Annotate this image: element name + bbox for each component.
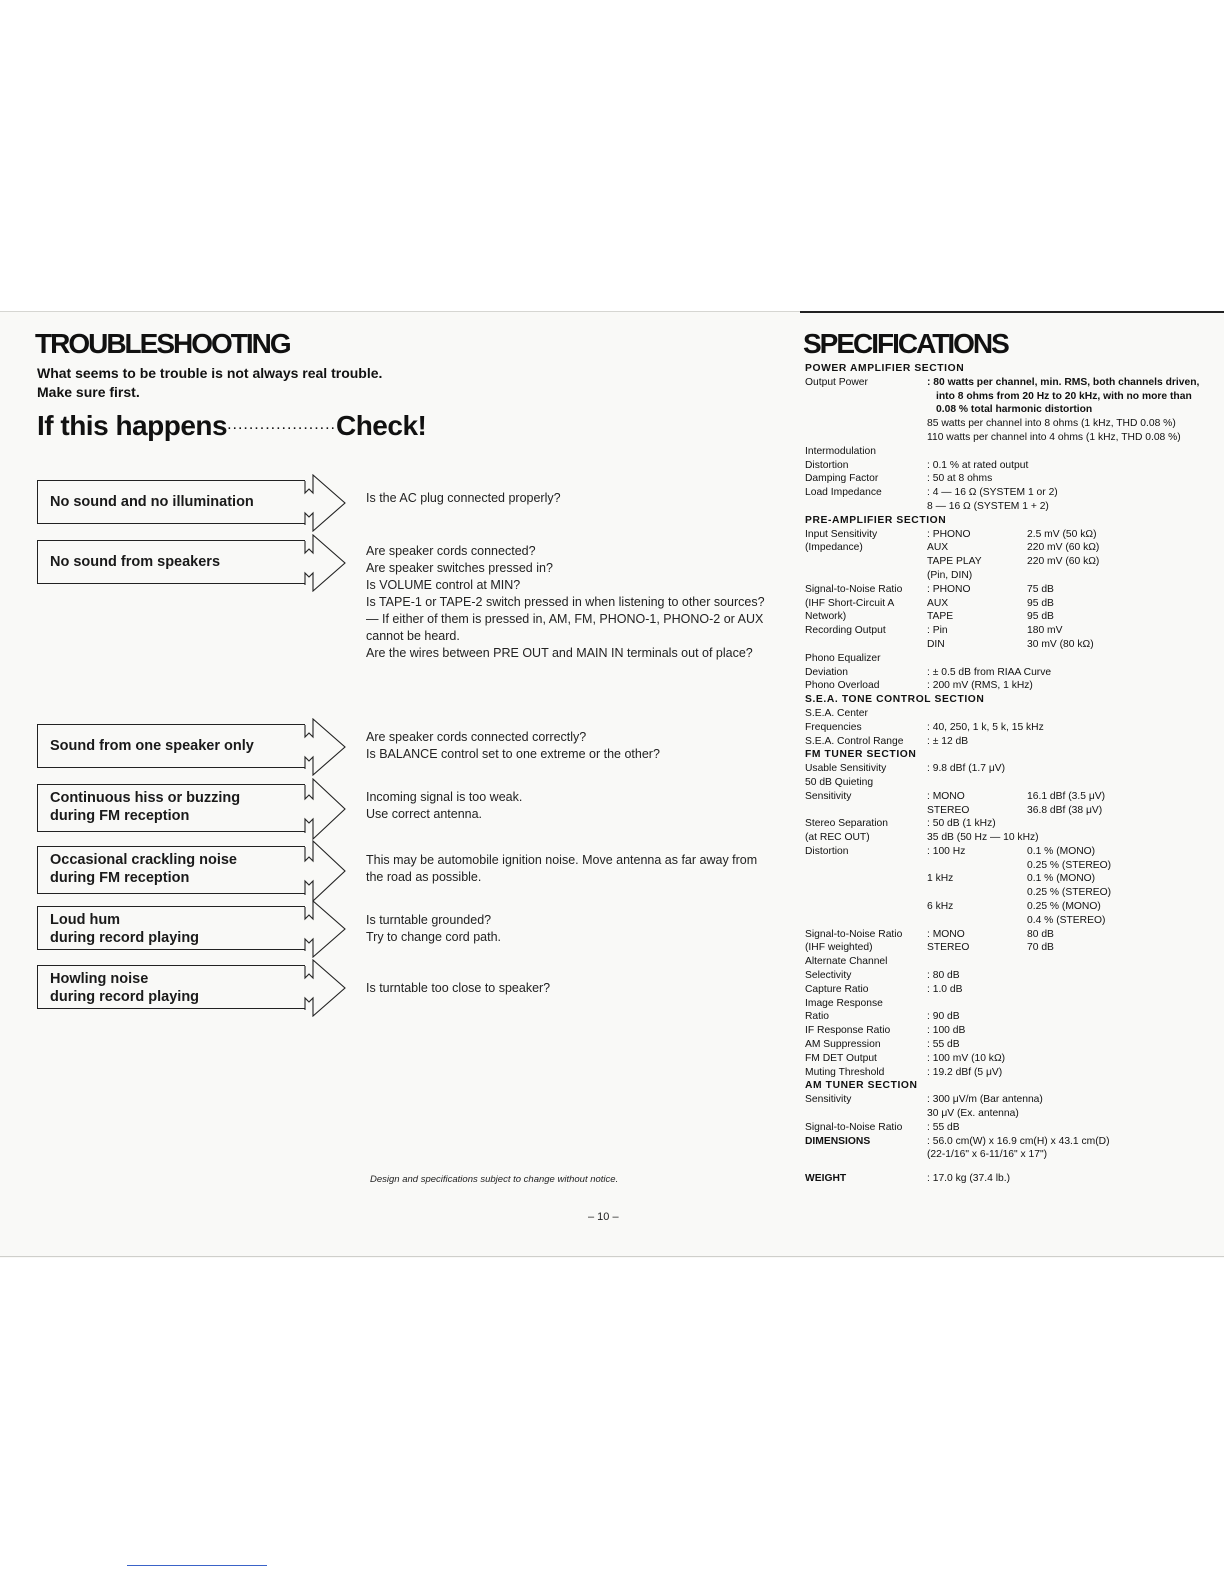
problem-text: No sound and no illumination [50,494,254,510]
spec-section-heading: AM TUNER SECTION [805,1080,918,1092]
check-text: Are speaker cords connected? [366,544,536,558]
problem-box [37,965,305,1009]
spec-row [805,638,1205,652]
spec-value: 220 mV (60 kΩ) [1027,556,1100,568]
problem-text: during FM reception [50,870,190,886]
spec-value: : 55 dB [927,1121,960,1133]
check-item [366,789,776,823]
spec-row [805,997,1205,1011]
problem-text: Sound from one speaker only [50,738,254,754]
spec-value: 0.25 % (STEREO) [1027,887,1112,899]
spec-sub-label: : Pin [927,625,948,637]
spec-sub-label: DIN [927,638,945,650]
spec-value: 0.1 % (MONO) [1027,873,1096,885]
spec-label: Deviation [805,666,848,678]
spec-row [805,459,1205,473]
spec-sub-label [926,914,1027,928]
spec-row [805,1107,1205,1121]
specifications-table [805,362,1205,1186]
arrow-right-icon [297,474,349,532]
arrow-right-icon [297,718,349,776]
spec-value [1027,569,1205,583]
problem-box [37,724,305,768]
troubleshooting-subtitle-2: Make sure first. [37,384,140,400]
spec-label: Distortion [805,845,849,857]
spec-value: 35 dB (50 Hz — 10 kHz) [927,832,1039,844]
spec-label: Distortion [805,459,849,471]
spec-label: Damping Factor [805,473,879,485]
spec-value: 0.25 % (STEREO) [1027,859,1112,871]
spec-value [926,707,1205,721]
spec-value: : 19.2 dBf (5 μV) [927,1066,1003,1078]
spec-label: Phono Equalizer [805,652,881,664]
spec-label: Alternate Channel [805,956,888,968]
spec-value: : 50 dB (1 kHz) [927,818,996,830]
spec-row [805,1038,1205,1052]
spec-value: 70 dB [1027,942,1054,954]
spec-label: Sensitivity [805,790,852,802]
spec-label: (at REC OUT) [805,832,870,844]
spec-sub-label: 1 kHz [927,873,954,885]
spec-sub-label: 6 kHz [927,901,954,913]
spec-label: FM DET Output [805,1052,877,1064]
spec-sub-label: STEREO [927,942,970,954]
spec-value [926,445,1205,459]
spec-sub-label: : PHONO [927,583,971,595]
spec-row [805,679,1205,693]
spec-row [805,1010,1205,1024]
check-text: Are speaker cords connected correctly? [366,730,587,744]
spec-sub-label: (Pin, DIN) [927,569,973,581]
spec-row [805,776,1205,790]
specifications-title: SPECIFICATIONS [803,328,1008,359]
spec-value: : 17.0 kg (37.4 lb.) [927,1173,1010,1185]
spec-label: Phono Overload [805,680,880,692]
spec-value: 0.4 % (STEREO) [1027,914,1106,926]
spec-sub-label: : 100 Hz [927,845,966,857]
spec-value: : 90 dB [927,1011,960,1023]
spec-label [805,569,926,583]
spec-row [805,1148,1205,1162]
spec-value: : 55 dB [927,1039,960,1051]
spec-row [805,886,1205,900]
spec-label [805,872,926,886]
spec-label [805,638,926,652]
spec-value: 80 dB [1027,928,1054,940]
spec-value [926,997,1205,1011]
spec-label [805,859,926,873]
spec-section-heading: S.E.A. TONE CONTROL SECTION [805,694,985,706]
spec-row [805,1052,1205,1066]
page-number: – 10 – [588,1211,619,1223]
spec-row [805,762,1205,776]
spec-row [805,417,1205,431]
spec-value [926,776,1205,790]
spec-value: : 0.1 % at rated output [927,459,1029,471]
spec-row [805,1172,1205,1186]
spec-value: (22-1/16" x 6-11/16" x 17") [927,1149,1048,1161]
spec-value: 180 mV [1027,625,1063,637]
spec-value: 30 μV (Ex. antenna) [927,1108,1019,1120]
check-item [366,543,776,662]
spec-value: 16.1 dBf (3.5 μV) [1027,790,1106,802]
problem-text: Loud hum [50,912,121,928]
bottom-rule [0,1256,1224,1257]
spec-value: 85 watts per channel into 8 ohms (1 kHz, THD 0.08 %) [927,418,1176,430]
spec-value: 0.25 % (MONO) [1027,901,1101,913]
check-item [366,852,776,886]
spec-row [805,583,1205,597]
spec-value: : 4 — 16 Ω (SYSTEM 1 or 2) [927,487,1058,499]
spec-value: : 80 dB [927,970,960,982]
spec-value: 2.5 mV (50 kΩ) [1027,528,1097,540]
spec-value: : 50 at 8 ohms [927,473,993,485]
spec-row [805,941,1205,955]
arrow-right-icon [297,900,349,958]
spec-sub-label: AUX [927,542,949,554]
arrow-right-icon [297,840,349,902]
spec-label: S.E.A. Control Range [805,735,904,747]
spec-row [805,652,1205,666]
spec-label: Intermodulation [805,445,876,457]
spec-label: Output Power [805,376,868,388]
spec-row [805,721,1205,735]
spec-sub-label: TAPE [927,611,954,623]
spec-label [805,900,926,914]
spec-row [805,555,1205,569]
spec-value [926,652,1205,666]
spec-label: (IHF Short-Circuit A [805,597,895,609]
spec-value: : 200 mV (RMS, 1 kHz) [927,680,1033,692]
spec-label: (IHF weighted) [805,942,873,954]
spec-label: Frequencies [805,721,862,733]
spec-label: Network) [805,611,847,623]
spec-label [805,555,926,569]
banner-dots: .................... [227,416,336,433]
spec-value: 0.1 % (MONO) [1027,845,1096,857]
spec-value: : 300 μV/m (Bar antenna) [927,1094,1043,1106]
spec-label: DIMENSIONS [805,1135,871,1147]
check-text: Is turntable grounded? [366,913,492,927]
problem-text: Continuous hiss or buzzing [50,790,241,806]
spec-value: : 1.0 dB [927,983,963,995]
check-item [366,980,776,997]
spec-sub-label: TAPE PLAY [927,556,982,568]
spec-sub-label: AUX [927,597,949,609]
spec-label: Ratio [805,1011,830,1023]
problem-text: Occasional crackling noise [50,852,237,868]
check-text: — If either of them is pressed in, AM, FM, PHONO-1, PHONO-2 or AUX cannot be heard. [366,612,764,643]
banner-left-text: If this happens [37,410,228,441]
spec-row [805,597,1205,611]
spec-row [805,666,1205,680]
spec-value: 95 dB [1027,597,1054,609]
spec-label: WEIGHT [805,1173,847,1185]
spec-value: : 56.0 cm(W) x 16.9 cm(H) x 43.1 cm(D) [927,1135,1110,1147]
spec-label: AM Suppression [805,1039,881,1051]
spec-row [805,914,1205,928]
spec-value: : ± 0.5 dB from RIAA Curve [927,666,1052,678]
disclaimer-note: Design and specifications subject to change without notice. [370,1174,619,1185]
spec-label: Usable Sensitivity [805,763,887,775]
top-rule-right [800,311,1224,313]
spec-row [805,928,1205,942]
check-text: Is VOLUME control at MIN? [366,578,521,592]
spec-value: : ± 12 dB [927,735,969,747]
spec-row [805,431,1205,445]
spec-value: : 100 mV (10 kΩ) [927,1052,1006,1064]
check-text: Incoming signal is too weak. [366,790,523,804]
spec-row [805,831,1205,845]
arrow-right-icon [297,778,349,840]
problem-box [37,540,305,584]
problem-box [37,906,305,950]
spec-label [805,500,926,514]
spec-row [805,955,1205,969]
spec-row [805,528,1205,542]
troubleshooting-subtitle-1: What seems to be trouble is not always real trouble. [37,365,383,381]
check-item [366,912,776,946]
spec-row [805,569,1205,583]
spec-label: Input Sensitivity [805,528,878,540]
check-text: Are speaker switches pressed in? [366,561,553,575]
spec-label: IF Response Ratio [805,1025,891,1037]
check-text: Try to change cord path. [366,930,502,944]
spec-row [805,900,1205,914]
spec-row [805,445,1205,459]
spec-row [805,486,1205,500]
spec-row [805,1135,1205,1149]
spec-row [805,610,1205,624]
spec-section-heading: POWER AMPLIFIER SECTION [805,363,965,374]
check-item [366,729,776,763]
spec-value: 95 dB [1027,611,1054,623]
check-text: Is TAPE-1 or TAPE-2 switch pressed in when listening to other sources? [366,595,765,609]
problem-text: Howling noise [50,971,149,987]
spec-value: : 9.8 dBf (1.7 μV) [927,763,1006,775]
problem-box [37,480,305,524]
spec-label: Signal-to-Noise Ratio [805,1121,903,1133]
check-text: Is turntable too close to speaker? [366,981,551,995]
spec-row [805,1024,1205,1038]
check-text: This may be automobile ignition noise. Move antenna as far away from the road as possible. [366,853,758,884]
spec-label: Sensitivity [805,1094,852,1106]
arrow-right-icon [297,534,349,592]
spec-label: Capture Ratio [805,983,869,995]
spec-row [805,983,1205,997]
spec-sub-label [926,886,1027,900]
spec-row [805,541,1205,555]
problem-box [37,846,305,894]
spec-row [805,804,1205,818]
spec-label: Signal-to-Noise Ratio [805,583,903,595]
spec-sub-label: : PHONO [927,528,971,540]
spec-value: 36.8 dBf (38 μV) [1027,804,1103,816]
spec-label [805,1107,926,1121]
spec-sub-label: : MONO [927,790,965,802]
troubleshooting-title: TROUBLESHOOTING [35,328,290,359]
footer-link-line [127,1565,267,1566]
spec-label: Stereo Separation [805,818,889,830]
spec-value: : 80 watts per channel, min. RMS, both channels driven, into 8 ohms from 20 Hz to 20 kHz, with no more than 0.08 % total harmonic distortion [927,376,1200,416]
spec-value: 75 dB [1027,583,1054,595]
check-text: Is BALANCE control set to one extreme or the other? [366,747,660,761]
spec-label [805,1148,926,1162]
spec-label: Selectivity [805,970,852,982]
problem-text: during FM reception [50,808,190,824]
spec-row [805,817,1205,831]
spec-label [805,914,926,928]
spec-row [805,790,1205,804]
spec-sub-label [926,859,1027,873]
spec-value: : 100 dB [927,1025,966,1037]
spec-label: Muting Threshold [805,1066,885,1078]
if-this-happens-banner [37,410,426,442]
spec-label [805,886,926,900]
spec-value [926,955,1205,969]
spec-section-heading: PRE-AMPLIFIER SECTION [805,514,947,526]
check-text: Is the AC plug connected properly? [366,491,561,505]
spec-value: : 40, 250, 1 k, 5 k, 15 kHz [927,721,1044,733]
problem-text: No sound from speakers [50,554,221,570]
spec-section-heading: FM TUNER SECTION [805,749,917,761]
spec-label [805,431,926,445]
spec-value: 110 watts per channel into 4 ohms (1 kHz, THD 0.08 %) [927,431,1181,443]
arrow-right-icon [297,959,349,1017]
spec-sub-label: : MONO [927,928,965,940]
spec-label: S.E.A. Center [805,707,868,719]
spec-label: Image Response [805,997,883,1009]
check-text: Use correct antenna. [366,807,483,821]
spec-row [805,472,1205,486]
spec-label [805,417,926,431]
spec-row [805,1066,1205,1080]
spec-label [805,804,926,818]
spec-value: 30 mV (80 kΩ) [1027,638,1094,650]
spec-row [805,859,1205,873]
spec-row [805,969,1205,983]
problem-box [37,784,305,832]
spec-value: 220 mV (60 kΩ) [1027,542,1100,554]
spec-row [805,624,1205,638]
spec-row [805,376,1205,417]
spec-row [805,707,1205,721]
spec-label: Recording Output [805,625,886,637]
spec-row [805,845,1205,859]
spec-value: 8 — 16 Ω (SYSTEM 1 + 2) [927,500,1049,512]
check-text: Are the wires between PRE OUT and MAIN IN terminals out of place? [366,646,753,660]
spec-spacer [805,1162,1205,1172]
spec-row [805,735,1205,749]
spec-row [805,872,1205,886]
spec-label: Signal-to-Noise Ratio [805,928,903,940]
spec-label: Load Impedance [805,487,882,499]
banner-right-text: Check! [335,410,427,441]
spec-row [805,500,1205,514]
spec-label: (Impedance) [805,542,863,554]
problem-text: during record playing [50,930,200,946]
spec-row [805,1093,1205,1107]
spec-row [805,1121,1205,1135]
spec-label: 50 dB Quieting [805,776,874,788]
spec-sub-label: STEREO [927,804,970,816]
problem-text: during record playing [50,989,200,1005]
check-item [366,490,776,507]
